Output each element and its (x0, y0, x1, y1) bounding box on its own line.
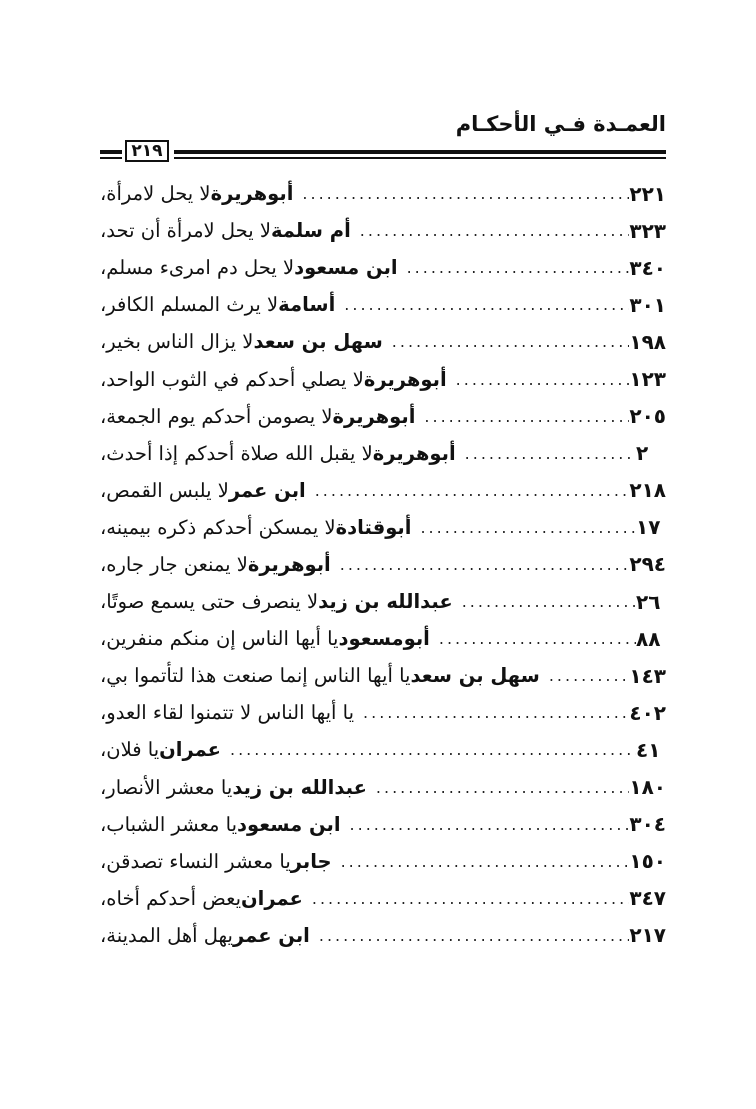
hadith-text: لا يمسكن أحدكم ذكره بيمينه، (100, 515, 336, 539)
index-entry (100, 472, 666, 509)
narrator-name: عبدالله بن زيد (232, 775, 367, 799)
dot-leader (436, 629, 636, 648)
index-entry (100, 694, 666, 731)
page-reference: ٢٠٥ (629, 404, 666, 429)
hadith-text: يا معشر النساء تصدقن، (100, 849, 291, 873)
dot-leader (312, 481, 630, 500)
page-reference: ١٥٠ (629, 849, 666, 874)
narrator-name: ابن مسعود (237, 812, 341, 836)
narrator-name: عمران (241, 886, 303, 910)
hadith-text: لا ينصرف حتى يسمع صوتًا، (100, 590, 319, 614)
hadith-text: يا معشر الأنصار، (100, 775, 233, 799)
hadith-text: لا يصلي أحدكم في الثوب الواحد، (100, 367, 364, 391)
dot-leader (417, 518, 636, 537)
hadith-text: لا يحل لامرأة، (100, 182, 211, 206)
book-title: العمـدة فـي الأحكـام (455, 112, 666, 136)
narrator-name: أسامة (278, 293, 336, 317)
header-rule (174, 157, 666, 159)
page-reference: ٢ (636, 441, 649, 466)
page-reference: ١٤٣ (629, 663, 666, 688)
hadith-text: لا يزال الناس بخير، (100, 330, 254, 354)
page-reference: ٣٤٧ (629, 886, 666, 911)
page-reference: ٢٦ (636, 589, 661, 614)
dot-leader (338, 852, 630, 871)
hadith-index-list (100, 175, 666, 954)
index-entry (100, 806, 666, 843)
page-reference: ٢٩٤ (629, 552, 666, 577)
narrator-name: أبوهريرة (363, 367, 447, 391)
narrator-name: أبوهريرة (210, 182, 294, 206)
dot-leader (337, 555, 630, 574)
index-entry (100, 620, 666, 657)
header-rule (100, 157, 122, 159)
index-entry (100, 360, 666, 397)
dot-leader (357, 221, 630, 240)
narrator-name: أبوهريرة (332, 404, 416, 428)
page-reference: ٢١٨ (629, 478, 666, 503)
dot-leader (389, 332, 630, 351)
header-rule (100, 150, 122, 154)
page-reference: ٣٤٠ (629, 255, 666, 280)
page-reference: ١٧ (636, 515, 661, 540)
dot-leader (404, 258, 630, 277)
hadith-text: لا يقبل الله صلاة أحدكم إذا أحدث، (100, 441, 373, 465)
narrator-name: ابن عمر (228, 478, 306, 502)
dot-leader (421, 407, 629, 426)
narrator-name: عبدالله بن زيد (318, 590, 453, 614)
page-reference: ٣٠١ (629, 292, 666, 317)
dot-leader (360, 703, 629, 722)
index-entry (100, 398, 666, 435)
narrator-name: ابن مسعود (294, 256, 398, 280)
index-entry (100, 212, 666, 249)
index-entry (100, 286, 666, 323)
index-entry (100, 323, 666, 360)
dot-leader (309, 889, 630, 908)
page-header (100, 112, 666, 162)
dot-leader (347, 815, 630, 834)
hadith-text: يا معشر الشباب، (100, 812, 238, 836)
page-reference: ٤٠٢ (629, 700, 666, 725)
page-reference: ٤١ (636, 737, 661, 762)
index-entry (100, 583, 666, 620)
narrator-name: أم سلمة (270, 219, 351, 243)
narrator-name: سهل بن سعد (253, 330, 383, 354)
index-entry (100, 435, 666, 472)
index-entry (100, 175, 666, 212)
page-reference: ١٢٣ (629, 367, 666, 392)
index-entry (100, 249, 666, 286)
header-rule (174, 150, 666, 154)
page-reference: ٢١٧ (629, 923, 666, 948)
dot-leader (316, 926, 630, 945)
narrator-name: عمران (159, 738, 221, 762)
index-entry (100, 769, 666, 806)
hadith-text: يا فلان، (100, 738, 160, 762)
hadith-text: يعض أحدكم أخاه، (100, 886, 242, 910)
page-reference: ١٩٨ (629, 329, 666, 354)
narrator-name: ابن عمر (232, 923, 310, 947)
narrator-name: أبومسعود (338, 627, 430, 651)
hadith-text: لا يلبس القمص، (100, 478, 229, 502)
dot-leader (462, 444, 636, 463)
index-entry (100, 657, 666, 694)
index-entry (100, 546, 666, 583)
index-entry (100, 509, 666, 546)
narrator-name: جابر (290, 849, 332, 873)
dot-leader (341, 295, 629, 314)
hadith-text: يا أيها الناس إنما صنعت هذا لتأتموا بي، (100, 664, 411, 688)
page-reference: ٨٨ (636, 626, 661, 651)
narrator-name: أبوهريرة (247, 552, 331, 576)
page-number-box: ٢١٩ (125, 140, 169, 162)
hadith-text: لا يحل لامرأة أن تحد، (100, 219, 271, 243)
dot-leader (459, 592, 636, 611)
hadith-text: لا يمنعن جار جاره، (100, 552, 248, 576)
index-entry (100, 917, 666, 954)
hadith-text: يا أيها الناس إن منكم منفرين، (100, 627, 339, 651)
dot-leader (546, 666, 630, 685)
narrator-name: أبوهريرة (372, 441, 456, 465)
hadith-text: لا يرث المسلم الكافر، (100, 293, 279, 317)
dot-leader (299, 184, 629, 203)
narrator-name: سهل بن سعد (410, 664, 540, 688)
index-entry (100, 731, 666, 768)
hadith-text: لا يحل دم امرىء مسلم، (100, 256, 295, 280)
dot-leader (227, 740, 636, 759)
index-entry (100, 880, 666, 917)
dot-leader (373, 778, 629, 797)
page-reference: ٣٠٤ (629, 812, 666, 837)
page-reference: ٣٢٣ (629, 218, 666, 243)
page-reference: ٢٢١ (629, 181, 666, 206)
hadith-text: يا أيها الناس لا تتمنوا لقاء العدو، (100, 701, 355, 725)
index-entry (100, 843, 666, 880)
page-reference: ١٨٠ (629, 775, 666, 800)
hadith-text: يهل أهل المدينة، (100, 923, 233, 947)
narrator-name: أبوقتادة (335, 515, 412, 539)
dot-leader (453, 370, 630, 389)
hadith-text: لا يصومن أحدكم يوم الجمعة، (100, 404, 333, 428)
